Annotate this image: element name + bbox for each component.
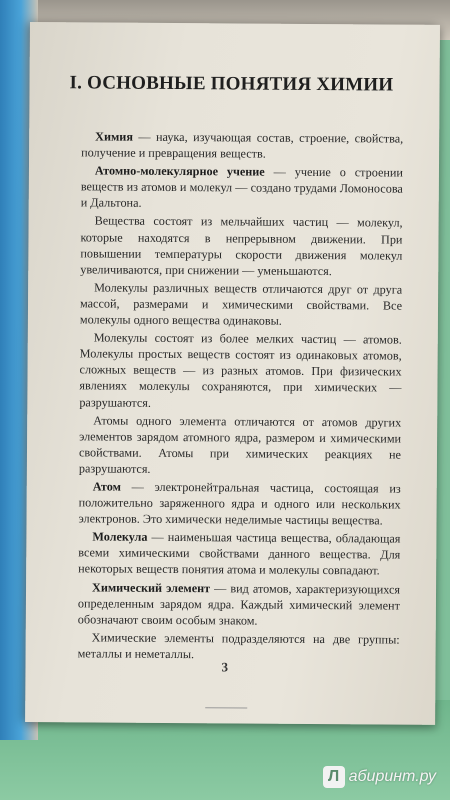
paragraph-text: Химические элементы подразделяются на две группы: металлы и неметаллы. [77,630,400,662]
term: Молекула [92,529,148,545]
paragraph [78,579,400,630]
paragraph [78,478,400,529]
paragraph-text: Молекулы состоят из более мелких частиц — атомов. Молекулы простых веществ состоят из одинаковых атомов, сложных веществ — из разных атомов. При физических явлениях молекулы сохраняются, при химических — разрушаются. [79,330,402,410]
paragraph-text: — вид атомов, характеризующихся определенным зарядом ядра. Каждый химический элемент обозначают своим особым знаком. [77,580,401,628]
watermark [323,766,436,788]
paragraph [79,412,401,479]
paragraph-text: — наименьшая частица вещества, обладающая всеми химическими свойствами данного вещества. Для некоторых веществ понятия атома и молекулы совпадают. [78,530,401,578]
paragraph-text: — электронейтральная частица, состоящая из положительно заряженного ядра и одного или нескольких электронов. Это химически неделимые частицы вещества. [78,479,401,528]
paragraph-text: Вещества состоят из мельчайших частиц — молекул, которые находятся в непрерывном движении. При повышении температуры скорости движения молекул увеличиваются, при снижении — уменьшаются. [80,213,403,278]
paragraph [81,128,403,162]
book-page [25,22,440,725]
paragraph [80,279,402,330]
paragraph [78,529,400,580]
page-number: 3 [221,659,229,675]
paragraph [78,629,400,663]
paragraph-text: Атомы одного элемента отличаются от атомов других элементов зарядом атомного ядра, размером и химическими свойствами. Атомы при химических реакциях не разрушаются. [78,413,402,476]
footer-rule [205,707,247,708]
term: Атомно-молекулярное учение [94,163,265,179]
page-title: I. ОСНОВНЫЕ ПОНЯТИЯ ХИМИИ [69,72,394,96]
term: Химический элемент [92,579,211,595]
paragraph [79,329,402,412]
watermark-text: абиринт.ру [348,768,436,785]
paragraph-text: — учение о строении веществ из атомов и молекул — создано трудами Ломоносова и Дальтона. [80,164,404,211]
paragraph-text: Молекулы различных веществ отличаются друг от друга массой, размерами и химическими свойствами. Все молекулы одного вещества одинаковы. [79,280,403,328]
paragraph [81,163,403,214]
term: Атом [92,479,121,494]
paragraph-text: — наука, изучающая состав, строение, свойства, получение и превращения веществ. [81,129,404,161]
labirint-logo-icon: Л [323,766,345,788]
paragraph [80,213,402,280]
term: Химия [95,129,134,144]
body-text [78,128,404,665]
